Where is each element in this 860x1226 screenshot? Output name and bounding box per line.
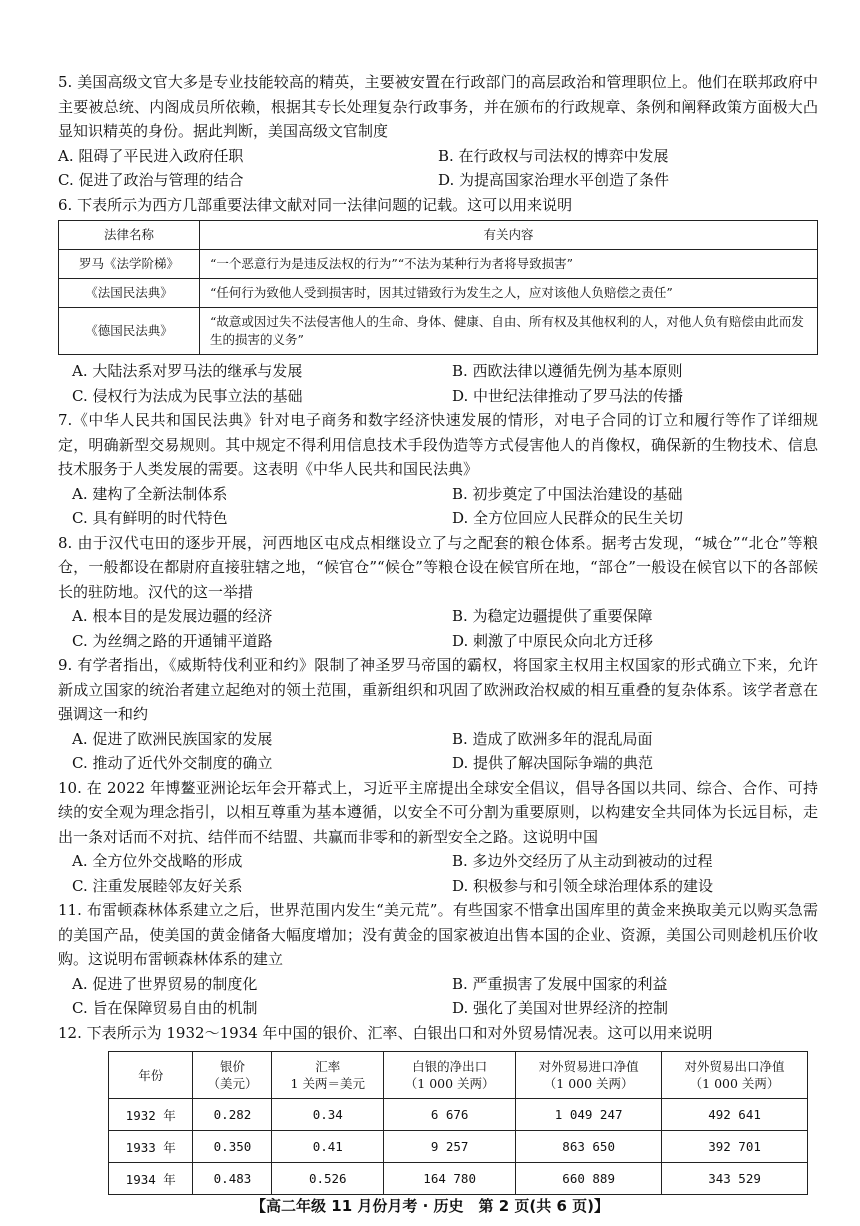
option-c[interactable]: C. 具有鲜明的时代特色 [72,509,228,527]
page-footer: 【高二年级 11 月份月考 · 历史 第 2 页(共 6 页)】 [251,1197,609,1215]
law-comparison-table [58,220,818,355]
question-6 [58,193,818,409]
option-a[interactable]: A. 促进了世界贸易的制度化 [72,974,258,993]
table-cell: 1932 年 [109,1099,193,1131]
table-header: 银价 （美元） [193,1052,272,1099]
table-cell: 660 889 [516,1163,662,1195]
question-10-options [58,849,818,898]
question-11 [58,898,818,1021]
table-cell: “任何行为致他人受到损害时，因其过错致行为发生之人，应对该他人负赔偿之责任” [200,279,818,308]
question-8-options [58,604,818,653]
table-row [109,1131,808,1163]
option-d[interactable]: D. 中世纪法律推动了罗马法的传播 [452,386,684,405]
exam-page [58,70,818,1195]
option-a[interactable]: A. 促进了欧洲民族国家的发展 [72,729,273,748]
option-d[interactable]: D. 积极参与和引领全球治理体系的建设 [452,876,714,895]
option-b[interactable]: B. 西欧法律以遵循先例为基本原则 [452,362,683,380]
question-11-stem: 11. 布雷顿森林体系建立之后，世界范围内发生“美元荒”。有些国家不惜拿出国库里的黄金来换取美元以购买急需的美国产品，使美国的黄金储备大幅度增加；没有黄金的国家被迫出售本国的企业、资源，美国公司则趁机压价收购。这说明布雷顿森林体系的建立 [58,901,818,968]
table-cell: 9 257 [384,1131,516,1163]
option-b[interactable]: B. 造成了欧洲多年的混乱局面 [452,729,653,748]
table-cell: 863 650 [516,1131,662,1163]
question-12-stem: 12. 下表所示为 1932～1934 年中国的银价、汇率、白银出口和对外贸易情况表。这可以用来说明 [58,1023,713,1042]
table-header: 法律名称 [59,221,200,250]
question-7-stem: 7.《中华人民共和国民法典》针对电子商务和数字经济快速发展的情形，对电子合同的订立和履行等作了详细规定，明确新型交易规则。其中规定不得利用信息技术手段伪造等方式侵害他人的肖像权，确保新的生物技术、信息技术服务于人类发展的需要。这表明《中华人民共和国民法典》 [58,411,818,478]
option-d[interactable]: D. 刺激了中原民众向北方迁移 [452,631,654,650]
option-a[interactable]: A. 大陆法系对罗马法的继承与发展 [72,362,303,380]
question-11-options [58,972,818,1021]
table-header: 对外贸易进口净值 （1 000 关两） [516,1052,662,1099]
option-b[interactable]: B. 多边外交经历了从主动到被动的过程 [452,852,713,870]
table-cell: 492 641 [662,1099,808,1131]
table-cell: 0.483 [193,1163,272,1195]
silver-trade-table [108,1051,808,1195]
table-cell: “一个恶意行为是违反法权的行为”“不法为某种行为者将导致损害” [200,250,818,279]
table-cell: 392 701 [662,1131,808,1163]
table-header: 年份 [109,1052,193,1099]
table-row [59,250,818,279]
option-a[interactable]: A. 建构了全新法制体系 [72,484,228,503]
question-12 [58,1021,818,1196]
table-cell: 0.526 [272,1163,384,1195]
table-cell: 6 676 [384,1099,516,1131]
question-10-stem: 10. 在 2022 年博鳌亚洲论坛年会开幕式上，习近平主席提出全球安全倡议，倡导各国以共同、综合、合作、可持续的安全观为理念指引，以相互尊重为基本遵循，以安全不可分割为重要原则，以构建安全共同体为长远目标，走出一条对话而不对抗、结伴而不结盟、共赢而非零和的新型安全之路。这说明中国 [58,778,818,846]
option-a[interactable]: A. 全方位外交战略的形成 [72,852,243,870]
table-cell: 1 049 247 [516,1099,662,1131]
option-d[interactable]: D. 提供了解决国际争端的典范 [452,754,654,772]
table-cell: 0.41 [272,1131,384,1163]
table-cell: 《法国民法典》 [59,279,200,308]
table-cell: 0.34 [272,1099,384,1131]
table-cell: 0.282 [193,1099,272,1131]
table-cell: 164 780 [384,1163,516,1195]
question-10 [58,776,818,899]
option-a[interactable]: A. 阻碍了平民进入政府任职 [58,146,244,165]
table-header: 有关内容 [200,221,818,250]
question-6-options [58,359,818,408]
table-row [109,1163,808,1195]
question-8 [58,531,818,654]
table-cell: 343 529 [662,1163,808,1195]
question-9 [58,653,818,776]
table-cell: 0.350 [193,1131,272,1163]
option-c[interactable]: C. 侵权行为法成为民事立法的基础 [72,386,303,405]
question-9-options [58,727,818,776]
question-8-stem: 8. 由于汉代屯田的逐步开展，河西地区屯戍点相继设立了与之配套的粮仓体系。据考古发现，“城仓”“北仓”等粮仓，一般都设在都尉府直接驻辖之地，“候官仓”“候仓”等粮仓设在候官所在地，“部仓”一般设在候官以下的各部候长的驻防地。汉代的这一举措 [58,533,818,601]
option-a[interactable]: A. 根本目的是发展边疆的经济 [72,607,273,625]
question-7 [58,408,818,531]
table-row [59,308,818,355]
table-cell: “故意或因过失不法侵害他人的生命、身体、健康、自由、所有权及其他权利的人，对他人负有赔偿由此而发生的损害的义务” [200,308,818,355]
table-header: 汇率 1 关两＝美元 [272,1052,384,1099]
question-5 [58,70,818,193]
table-cell: 罗马《法学阶梯》 [59,250,200,279]
option-d[interactable]: D. 全方位回应人民群众的民生关切 [452,509,684,527]
question-9-stem: 9. 有学者指出，《威斯特伐利亚和约》限制了神圣罗马帝国的霸权，将国家主权用主权国家的形式确立下来，允许新成立国家的统治者建立起绝对的领土范围，重新组织和巩固了欧洲政治权威的相互重叠的复杂体系。该学者意在强调这一和约 [58,656,818,723]
table-header: 对外贸易出口净值 （1 000 关两） [662,1052,808,1099]
table-cell: 1933 年 [109,1131,193,1163]
option-d[interactable]: D. 为提高国家治理水平创造了条件 [438,171,670,189]
option-c[interactable]: C. 促进了政治与管理的结合 [58,171,244,189]
option-c[interactable]: C. 推动了近代外交制度的确立 [72,754,273,772]
question-7-options [58,482,818,531]
option-c[interactable]: C. 旨在保障贸易自由的机制 [72,999,258,1017]
option-b[interactable]: B. 为稳定边疆提供了重要保障 [452,607,653,625]
option-b[interactable]: B. 在行政权与司法权的博弈中发展 [438,146,669,165]
question-5-options [58,144,818,193]
option-b[interactable]: B. 初步奠定了中国法治建设的基础 [452,484,683,503]
table-cell: 《德国民法典》 [59,308,200,355]
option-c[interactable]: C. 注重发展睦邻友好关系 [72,876,243,895]
option-c[interactable]: C. 为丝绸之路的开通铺平道路 [72,631,273,650]
table-cell: 1934 年 [109,1163,193,1195]
option-d[interactable]: D. 强化了美国对世界经济的控制 [452,999,669,1017]
table-row [109,1099,808,1131]
option-b[interactable]: B. 严重损害了发展中国家的利益 [452,974,668,993]
table-header: 白银的净出口 （1 000 关两） [384,1052,516,1099]
question-6-stem: 6. 下表所示为西方几部重要法律文献对同一法律问题的记载。这可以用来说明 [58,195,573,214]
table-row [59,279,818,308]
question-5-stem: 5. 美国高级文官大多是专业技能较高的精英，主要被安置在行政部门的高层政治和管理职位上。他们在联邦政府中主要被总统、内阁成员所依赖，根据其专长处理复杂行政事务，并在颁布的行政规章、条例和阐释政策方面极大凸显知识精英的身份。据此判断，美国高级文官制度 [58,73,818,140]
